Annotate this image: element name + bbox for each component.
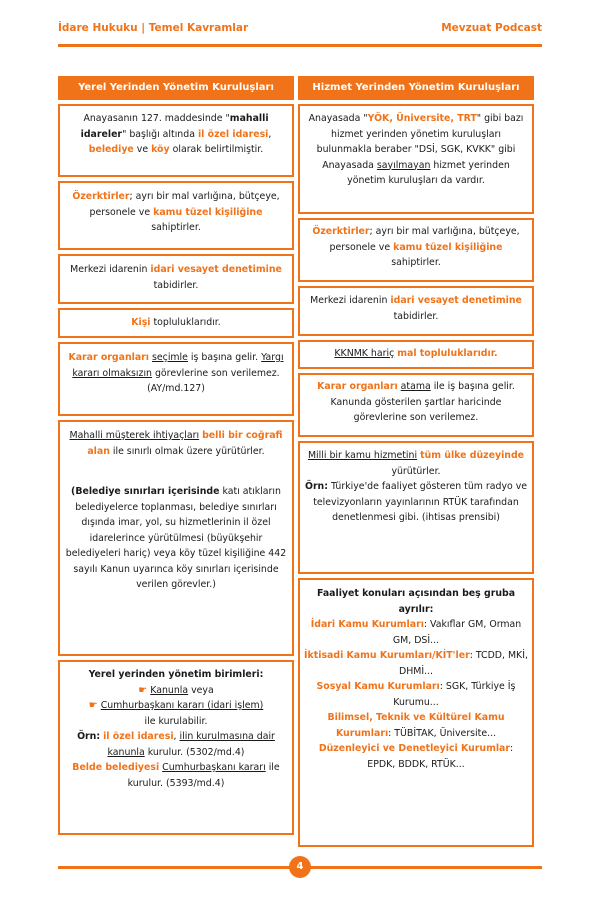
header-divider (58, 44, 542, 47)
left-cell-oversight: Merkezi idarenin idari vesayet denetimine tabidirler. (58, 254, 294, 304)
left-cell-local-needs: Mahalli müşterek ihtiyaçları belli bir coğrafi alan ile sınırlı olmak üzere yürütürler. (Belediye sınırları içerisinde katı atıkların belediyelerce toplanması, belediye sınırları dışında imar, yol, su hizmetlerinin il özel idarelerince yürütülmesi (büyükşehir belediyeleri hariç) veya köy tüzel kişiliğine 442 sayılı Kanun uyarınca köy sınırları içerisinde verilen görevler.) (58, 420, 294, 656)
right-cell-autonomy: Özerktirler; ayrı bir mal varlığına, bütçeye, personele ve kamu tüzel kişiliğine sahiptirler. (298, 218, 534, 282)
pointing-hand-icon: ☛ (138, 684, 148, 696)
right-cell-national-service: Milli bir kamu hizmetini tüm ülke düzeyinde yürütürler. Örn: Türkiye'de faaliyet gösteren tüm radyo ve televizyonların yayınlarının RTÜK tarafından denetlenmesi gibi. (ihtisas prensibi) (298, 441, 534, 574)
right-column-title: Hizmet Yerinden Yönetim Kuruluşları (298, 76, 534, 100)
right-cell-constitution: Anayasada "YÖK, Üniversite, TRT" gibi bazı hizmet yerinden yönetim kuruluşları bulunmakla beraber "DSİ, SGK, KVKK" gibi Anayasada sayılmayan hizmet yerinden yönetim kuruluşları da vardır. (298, 104, 534, 214)
right-cell-oversight: Merkezi idarenin idari vesayet denetimine tabidirler. (298, 286, 534, 336)
left-cell-autonomy: Özerktirler; ayrı bir mal varlığına, bütçeye, personele ve kamu tüzel kişiliğine sahiptirler. (58, 181, 294, 250)
header-right-title: Mevzuat Podcast (441, 22, 542, 34)
left-cell-person-community: Kişi topluluklarıdır. (58, 308, 294, 338)
header-left-title: İdare Hukuku | Temel Kavramlar (58, 22, 249, 34)
right-column (298, 76, 534, 847)
right-cell-five-groups: Faaliyet konuları açısından beş gruba ayrılır: İdari Kamu Kurumları: Vakıflar GM, Orman GM, DSİ... İktisadi Kamu Kurumları/KİT'ler: TCDD, MKİ, DHMİ... Sosyal Kamu Kurumları: SGK, Türkiye İş Kurumu... Bilimsel, Teknik ve Kültürel Kamu Kurumları: TÜBİTAK, Üniversite... Düzenleyici ve Denetleyici Kurumlar: EPDK, BDDK, RTÜK... (298, 578, 534, 847)
pointing-hand-icon: ☛ (88, 700, 98, 711)
right-cell-property-community: KKNMK hariç mal topluluklarıdır. (298, 340, 534, 369)
left-column-title: Yerel Yerinden Yönetim Kuruluşları (58, 76, 294, 100)
page-number: 4 (289, 856, 311, 878)
left-cell-decision-organs: Karar organları seçimle iş başına gelir. Yargı kararı olmaksızın görevlerine son verilemez. (AY/md.127) (58, 342, 294, 416)
left-column (58, 76, 294, 835)
left-cell-local-units: Yerel yerinden yönetim birimleri: ☛ Kanunla veya ☛ Cumhurbaşkanı kararı (idari işlem) ile kurulabilir. Örn: il özel idaresi, ilin kurulmasına dair kanunla kurulur. (5302/md.4) Belde belediyesi Cumhurbaşkanı kararı ile kurulur. (5393/md.4) (58, 660, 294, 835)
page-header (58, 22, 542, 40)
right-cell-decision-organs: Karar organları atama ile iş başına gelir. Kanunda gösterilen şartlar haricinde görevlerine son verilemez. (298, 373, 534, 437)
left-cell-constitution: Anayasanın 127. maddesinde "mahalli idareler" başlığı altında il özel idaresi, belediye ve köy olarak belirtilmiştir. (58, 104, 294, 177)
